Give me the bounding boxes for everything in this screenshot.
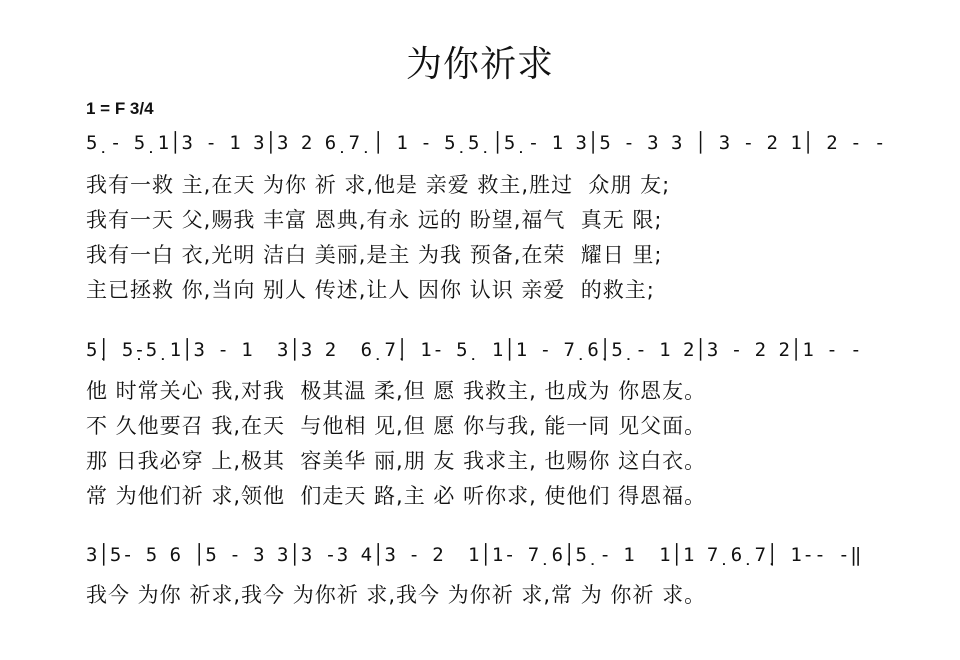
lyric-line-1-2: 我有一天 父,赐我 丰富 恩典,有永 远的 盼望,福气 真无 限; [86,208,663,232]
lyric-line-1-4: 主已拯救 你,当向 别人 传述,让人 因你 认识 亲爱 的救主; [86,278,655,302]
notation-line-3: 3│5- 5 6 │5 - 3 3│3 -3 4│3 - 2 1│1- 7̣ 6̣│5̣ - 1 1│1 7̣ 6̣ 7̣│ 1-- -‖ [86,544,863,566]
lyric-line-3-1: 我今 为你 祈求,我今 为你祈 求,我今 为你祈 求,常 为 你祈 求。 [86,583,707,607]
lyric-line-2-1: 他 时常关心 我,对我 极其温 柔,但 愿 我救主, 也成为 你恩友。 [86,379,707,403]
song-title: 为你祈求 [405,44,554,85]
lyric-line-1-3: 我有一白 衣,光明 洁白 美丽,是主 为我 预备,在荣 耀日 里; [86,243,663,267]
lyric-line-2-3: 那 日我必穿 上,极其 容美华 丽,朋 友 我求主, 也赐你 这白衣。 [86,449,707,473]
notation-line-2: 5̣│ 5̣-5̣ 1│3 - 1 3│3 2 6̣ 7̣│ 1- 5̣ 1│1 - 7̣ 6̣│5̣ - 1 2│3 - 2 2│1 - - [86,339,863,361]
lyric-line-1-1: 我有一救 主,在天 为你 祈 求,他是 亲爱 救主,胜过 众朋 友; [86,173,671,197]
lyric-line-2-2: 不 久他要召 我,在天 与他相 见,但 愿 你与我, 能一同 见父面。 [86,414,707,438]
key-signature: 1 = F 3/4 [86,99,154,118]
notation-line-1: 5̣ - 5̣ 1│3 - 1 3│3 2 6̣ 7̣ │ 1 - 5̣ 5̣ │5̣ - 1 3│5 - 3 3 │ 3 - 2 1│ 2 - - [86,132,886,154]
lyric-line-2-4: 常 为他们祈 求,领他 们走天 路,主 必 听你求, 使他们 得恩福。 [86,484,707,508]
